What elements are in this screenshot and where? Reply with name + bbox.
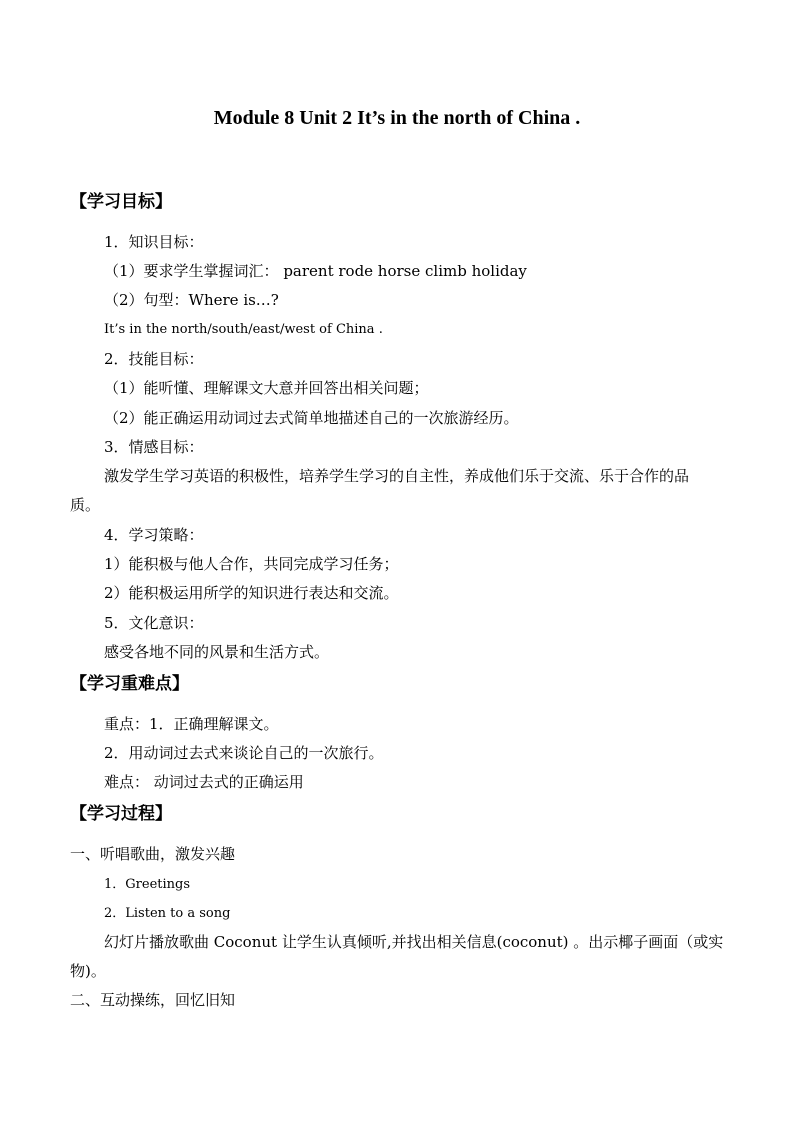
section-heading-objectives: 【学习目标】	[70, 192, 172, 212]
process-step-2-title: 二、互动操练，回忆旧知	[70, 991, 236, 1009]
process-step-1-item-2: 2．Listen to a song	[104, 906, 231, 921]
key-focus-1: 重点：1．正确理解课文。	[104, 715, 279, 733]
sentence-example-line: It’s in the north/south/east/west of China .	[104, 322, 383, 337]
section-heading-keypoints: 【学习重难点】	[70, 674, 189, 694]
skill-item-2: （2）能正确运用动词过去式简单地描述自己的一次旅游经历。	[104, 409, 519, 427]
culture-text: 感受各地不同的风景和生活方式。	[104, 643, 330, 661]
process-step-1-title: 一、听唱歌曲，激发兴趣	[70, 845, 236, 863]
emotion-text-line-2: 质。	[70, 496, 101, 514]
section-heading-process: 【学习过程】	[70, 804, 172, 824]
vocabulary-line: （1）要求学生掌握词汇： parent rode horse climb holiday	[104, 262, 527, 280]
process-step-1-item-1: 1．Greetings	[104, 877, 191, 892]
skill-item-1: （1）能听懂、理解课文大意并回答出相关问题；	[104, 379, 429, 397]
process-step-1-text-line-1: 幻灯片播放歌曲 Coconut 让学生认真倾听,并找出相关信息(coconut) 。出示椰子画面（或实	[104, 933, 724, 951]
emotion-text-line-1: 激发学生学习英语的积极性，培养学生学习的自主性，养成他们乐于交流、乐于合作的品	[104, 467, 690, 485]
strategy-item-1: 1）能积极与他人合作，共同完成学习任务；	[104, 555, 399, 573]
strategy-label: 4．学习策略：	[104, 526, 204, 544]
document-title: Module 8 Unit 2 It’s in the north of China .	[213, 107, 581, 129]
process-step-1-text-line-2: 物)。	[70, 962, 106, 980]
sentence-pattern-line: （2）句型：Where is…?	[104, 291, 279, 309]
knowledge-objective-label: 1．知识目标：	[104, 233, 204, 251]
emotion-objective-label: 3．情感目标：	[104, 438, 204, 456]
key-focus-2: 2．用动词过去式来谈论自己的一次旅行。	[104, 744, 384, 762]
key-difficulty: 难点： 动词过去式的正确运用	[104, 773, 304, 791]
strategy-item-2: 2）能积极运用所学的知识进行表达和交流。	[104, 584, 399, 602]
culture-label: 5．文化意识：	[104, 614, 204, 632]
skill-objective-label: 2．技能目标：	[104, 350, 204, 368]
